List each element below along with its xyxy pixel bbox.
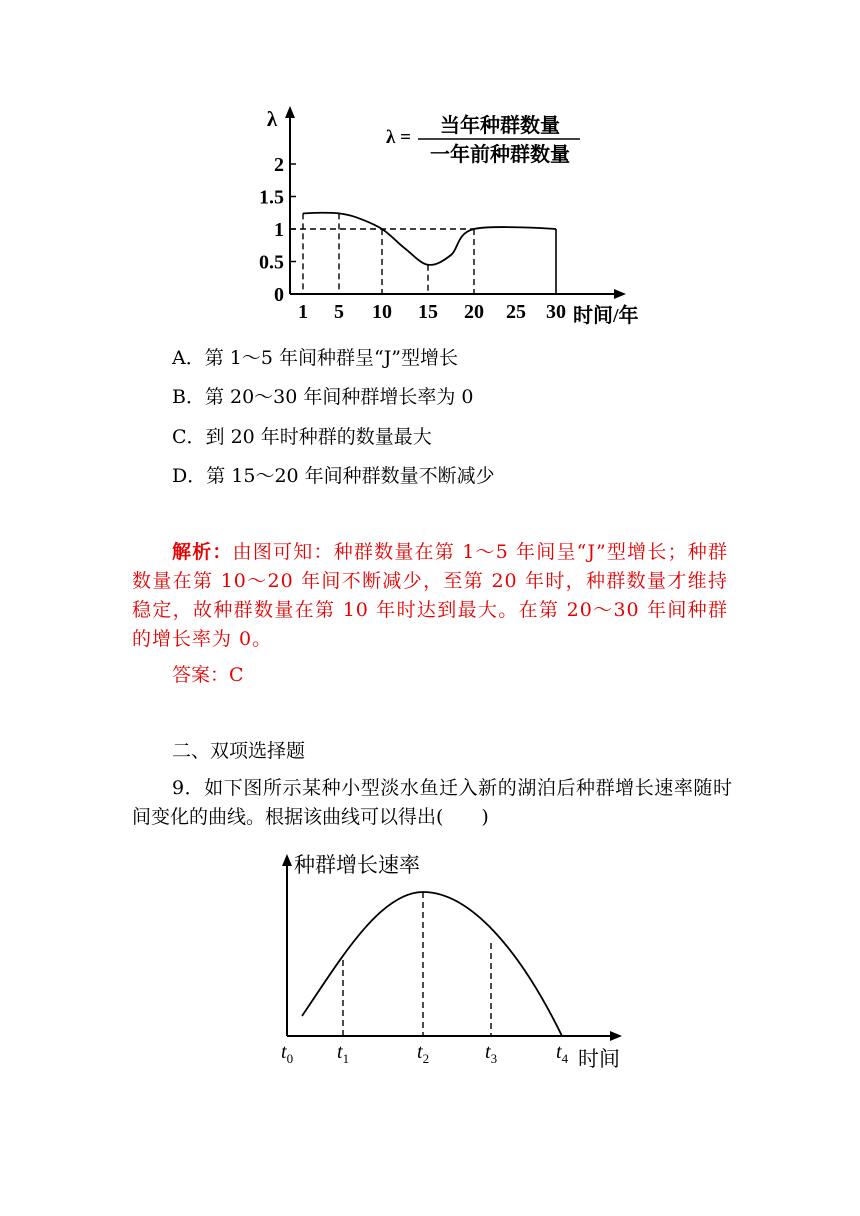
lambda-curve [303,213,556,265]
lambda-y-label: λ [266,107,278,131]
analysis-paragraph [132,538,728,654]
growth-rate-chart [0,840,860,1080]
lambda-x-tick-label: 15 [418,301,438,323]
lambda-x-tick-label: 25 [506,301,526,323]
option-b: B．第 20～30 年间种群增长率为 0 [172,386,474,408]
growth-x-arrow [610,1031,622,1041]
growth-x-tick-label: $t_4$ [556,1041,569,1066]
section-title: 二、双项选择题 [172,740,306,762]
lambda-x-tick-label: 20 [464,301,484,323]
growth-x-tick-label: $t_0$ [281,1041,294,1066]
analysis-label: 解析： [172,541,233,563]
formula-lhs: λ = [386,127,411,148]
lambda-y-tick-label: 1 [274,219,284,241]
option-d: D．第 15～20 年间种群数量不断减少 [172,465,495,487]
growth-y-arrow [282,854,292,866]
growth-x-tick-label: $t_3$ [485,1041,498,1066]
answer-line: 答案：C [172,664,244,686]
lambda-y-tick-label: 0.5 [259,251,284,274]
lambda-y-tick-label: 1.5 [259,186,284,209]
growth-curve [302,892,562,1036]
lambda-y-tick-label: 2 [274,154,284,176]
formula-denominator: 一年前种群数量 [430,144,570,166]
question-9: 9．如下图所示某种小型淡水鱼迁入新的湖泊后种群增长速率随时间变化的曲线。根据该曲线可以得出( ) [132,777,732,828]
lambda-chart [0,0,860,340]
lambda-x-arrow [614,289,626,299]
lambda-x-label: 时间/年 [573,305,639,327]
lambda-x-tick-label: 30 [546,301,566,323]
growth-x-label: 时间 [578,1047,620,1071]
lambda-x-tick-label: 10 [372,301,392,323]
growth-x-tick-label: $t_2$ [417,1041,430,1066]
option-c: C．到 20 年时种群的数量最大 [172,426,432,448]
option-a: A．第 1～5 年间种群呈“J”型增长 [172,347,459,369]
growth-x-tick-label: $t_1$ [337,1041,350,1066]
formula-numerator: 当年种群数量 [440,115,560,137]
lambda-y-tick-label: 0 [274,284,284,306]
lambda-x-tick-label: 1 [298,301,308,323]
lambda-x-tick-label: 5 [334,301,344,323]
analysis-text: 由图可知：种群数量在第 1～5 年间呈“J”型增长；种群数量在第 10～20 年间不断减少，至第 20 年时，种群数量才维持稳定，故种群数量在第 10 年时达到最大。在第 20～30 年间种群的增长率为 0。 [132,541,728,650]
growth-y-label: 种群增长速率 [294,853,420,877]
lambda-y-arrow [285,106,295,118]
